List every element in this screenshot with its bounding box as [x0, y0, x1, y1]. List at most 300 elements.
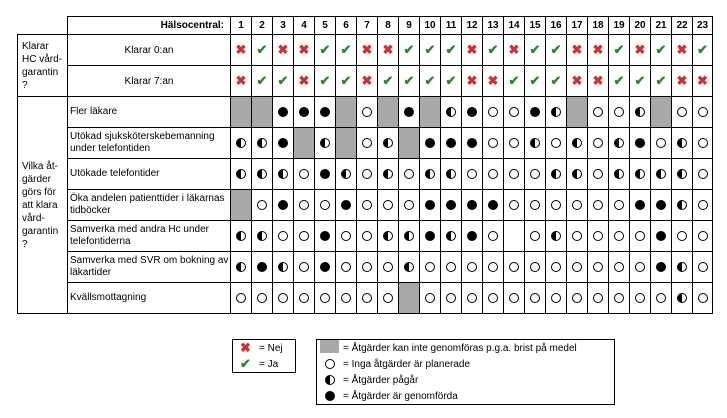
filled-circle-icon [320, 262, 330, 272]
status-cell [420, 252, 441, 283]
empty-circle-icon [467, 262, 477, 272]
status-cell [231, 159, 252, 190]
empty-circle-icon [299, 200, 309, 210]
status-cell [315, 190, 336, 221]
status-cell [672, 283, 693, 314]
half-circle-icon [404, 231, 414, 241]
status-cell [483, 283, 504, 314]
status-cell [693, 190, 713, 221]
status-cell [651, 190, 672, 221]
legend-item [317, 372, 614, 388]
status-cell [462, 190, 483, 221]
row-label: Öka andelen patienttider i läkarnas tidböcker [68, 190, 231, 221]
cross-icon: ✖ [571, 73, 583, 88]
status-cell [525, 159, 546, 190]
empty-circle-icon [362, 169, 372, 179]
hc-number: 20 [630, 17, 651, 35]
half-circle-icon [257, 169, 267, 179]
status-cell [336, 128, 357, 159]
empty-circle-icon [698, 262, 708, 272]
half-circle-icon [383, 169, 393, 179]
empty-circle-icon [299, 231, 309, 241]
half-circle-icon [236, 169, 246, 179]
half-circle-icon [404, 262, 414, 272]
status-cell [252, 283, 273, 314]
half-circle-icon [325, 375, 335, 385]
empty-circle-icon [362, 138, 372, 148]
status-cell [399, 190, 420, 221]
hc-number: 14 [504, 17, 525, 35]
empty-circle-icon [362, 200, 372, 210]
status-cell [672, 97, 693, 128]
status-cell [483, 66, 504, 97]
status-cell [378, 66, 399, 97]
hc-number: 3 [273, 17, 294, 35]
filled-circle-icon [325, 391, 335, 401]
status-cell [441, 283, 462, 314]
status-cell [252, 221, 273, 252]
check-icon: ✔ [655, 42, 667, 57]
status-cell [525, 252, 546, 283]
half-circle-icon [236, 138, 246, 148]
status-cell [357, 190, 378, 221]
status-cell [504, 128, 525, 159]
status-cell [588, 128, 609, 159]
filled-circle-icon [446, 200, 456, 210]
empty-circle-icon [614, 293, 624, 303]
half-circle-icon [446, 231, 456, 241]
table-row [18, 128, 713, 159]
hc-number: 5 [315, 17, 336, 35]
status-cell [630, 283, 651, 314]
status-cell [441, 252, 462, 283]
filled-circle-icon [404, 107, 414, 117]
status-cell [525, 66, 546, 97]
empty-circle-icon [341, 262, 351, 272]
status-cell [483, 221, 504, 252]
status-cell [252, 252, 273, 283]
status-cell [462, 159, 483, 190]
table-row [18, 159, 713, 190]
status-cell [672, 190, 693, 221]
empty-circle-icon [404, 169, 414, 179]
check-icon: ✔ [319, 42, 331, 57]
empty-circle-icon [593, 107, 603, 117]
cross-icon: ✖ [571, 42, 583, 57]
status-cell [483, 128, 504, 159]
table-row [18, 190, 713, 221]
status-cell [252, 97, 273, 128]
cross-icon: ✖ [298, 73, 310, 88]
row-label: Utökad sjuksköterskebemanning under telefontiden [68, 128, 231, 159]
half-circle-icon [383, 231, 393, 241]
status-cell [315, 221, 336, 252]
empty-circle-icon [698, 200, 708, 210]
filled-circle-icon [656, 200, 666, 210]
status-cell [420, 221, 441, 252]
filled-circle-icon [320, 107, 330, 117]
hc-number: 7 [357, 17, 378, 35]
status-cell [483, 97, 504, 128]
status-cell [546, 35, 567, 66]
status-cell [504, 283, 525, 314]
half-circle-icon [383, 138, 393, 148]
status-cell [294, 66, 315, 97]
half-circle-icon [635, 107, 645, 117]
empty-circle-icon [488, 169, 498, 179]
half-circle-icon [551, 169, 561, 179]
status-cell [378, 128, 399, 159]
row-label: Kvällsmottagning [68, 283, 231, 314]
status-cell [294, 159, 315, 190]
half-circle-icon [677, 262, 687, 272]
status-cell [609, 221, 630, 252]
status-cell [399, 159, 420, 190]
empty-circle-icon [362, 107, 372, 117]
status-cell [609, 35, 630, 66]
status-cell [378, 221, 399, 252]
hc-number: 16 [546, 17, 567, 35]
check-icon: ✔ [382, 73, 394, 88]
status-cell [567, 66, 588, 97]
empty-circle-icon [509, 169, 519, 179]
empty-circle-icon [635, 293, 645, 303]
empty-circle-icon [404, 200, 414, 210]
status-cell [315, 252, 336, 283]
empty-circle-icon [677, 231, 687, 241]
status-cell [315, 283, 336, 314]
filled-circle-icon [467, 200, 477, 210]
status-cell [231, 66, 252, 97]
question-label: Vilka åt-gärder görs för att klara vård-garantin ? [18, 97, 68, 314]
cross-icon: ✖ [676, 73, 688, 88]
status-cell [441, 190, 462, 221]
cross-icon: ✖ [697, 73, 708, 88]
empty-circle-icon [593, 293, 603, 303]
status-cell [609, 252, 630, 283]
hc-number: 2 [252, 17, 273, 35]
empty-circle-icon [698, 169, 708, 179]
row-label: Klarar 0:an [68, 35, 231, 66]
status-cell [693, 35, 713, 66]
status-cell [231, 128, 252, 159]
filled-circle-icon [425, 231, 435, 241]
hc-number: 21 [651, 17, 672, 35]
status-cell [273, 190, 294, 221]
header-row [18, 17, 713, 35]
cross-icon: ✖ [298, 42, 310, 57]
status-cell [420, 128, 441, 159]
cross-icon: ✖ [466, 42, 478, 57]
status-cell [462, 66, 483, 97]
empty-circle-icon [698, 293, 708, 303]
empty-circle-icon [614, 107, 624, 117]
status-cell [504, 221, 525, 252]
empty-circle-icon [257, 200, 267, 210]
status-cell [399, 66, 420, 97]
status-cell [231, 283, 252, 314]
status-cell [273, 159, 294, 190]
check-icon: ✔ [529, 73, 541, 88]
status-cell [504, 190, 525, 221]
status-cell [567, 97, 588, 128]
status-cell [504, 35, 525, 66]
corner-cell [18, 17, 68, 35]
legend-swatch [320, 340, 339, 356]
row-label: Klarar 7:an [68, 66, 231, 97]
status-cell [630, 128, 651, 159]
status-cell [630, 190, 651, 221]
status-cell [252, 190, 273, 221]
check-icon: ✔ [424, 42, 436, 57]
status-cell [693, 221, 713, 252]
empty-circle-icon [656, 293, 666, 303]
empty-circle-icon [467, 293, 477, 303]
row-label: Fler läkare [68, 97, 231, 128]
empty-circle-icon [383, 200, 393, 210]
empty-circle-icon [509, 107, 519, 117]
half-circle-icon [572, 138, 582, 148]
status-cell [378, 35, 399, 66]
cross-icon: ✖ [487, 73, 499, 88]
empty-circle-icon [236, 293, 246, 303]
status-cell [315, 97, 336, 128]
status-cell [546, 221, 567, 252]
empty-circle-icon [551, 262, 561, 272]
status-cell [504, 159, 525, 190]
status-cell [462, 35, 483, 66]
check-icon: ✔ [340, 73, 352, 88]
legend-marks [232, 339, 296, 373]
status-cell [357, 283, 378, 314]
table-row [18, 97, 713, 128]
check-icon: ✔ [697, 42, 708, 57]
status-cell [399, 128, 420, 159]
check-icon: ✔ [319, 73, 331, 88]
row-label: Samverka med andra Hc under telefontiderna [68, 221, 231, 252]
check-icon: ✔ [403, 73, 415, 88]
status-cell [693, 66, 713, 97]
filled-circle-icon [278, 200, 288, 210]
half-circle-icon [236, 262, 246, 272]
status-cell [546, 159, 567, 190]
table-row [18, 35, 713, 66]
status-cell [672, 128, 693, 159]
status-cell [357, 66, 378, 97]
status-cell [378, 252, 399, 283]
filled-circle-icon [278, 138, 288, 148]
legend-swatch [320, 359, 339, 370]
hc-number: 22 [672, 17, 693, 35]
status-cell [294, 221, 315, 252]
empty-circle-icon [488, 293, 498, 303]
filled-circle-icon [320, 169, 330, 179]
legend-swatch [236, 341, 255, 355]
hc-number: 23 [693, 17, 713, 35]
status-cell [357, 159, 378, 190]
check-icon: ✔ [529, 42, 541, 57]
legend-text: = Inga åtgärder är planerade [343, 358, 471, 370]
status-cell [294, 97, 315, 128]
cross-icon: ✖ [634, 42, 646, 57]
empty-circle-icon [488, 107, 498, 117]
status-cell [567, 252, 588, 283]
status-cell [378, 190, 399, 221]
half-circle-icon [677, 200, 687, 210]
status-cell [651, 283, 672, 314]
status-cell [588, 190, 609, 221]
hc-number: 10 [420, 17, 441, 35]
empty-circle-icon [593, 169, 603, 179]
status-cell [525, 97, 546, 128]
cross-icon: ✖ [676, 42, 688, 57]
empty-circle-icon [635, 262, 645, 272]
legend-text: = Nej [259, 342, 283, 354]
filled-circle-icon [656, 262, 666, 272]
half-circle-icon [530, 138, 540, 148]
status-cell [441, 66, 462, 97]
status-cell [399, 252, 420, 283]
empty-circle-icon [656, 138, 666, 148]
status-cell [315, 35, 336, 66]
status-cell [441, 97, 462, 128]
status-cell [315, 128, 336, 159]
status-cell [273, 66, 294, 97]
half-circle-icon [677, 169, 687, 179]
half-circle-icon [551, 107, 561, 117]
half-circle-icon [446, 169, 456, 179]
status-cell [588, 252, 609, 283]
status-cell [651, 35, 672, 66]
empty-circle-icon [530, 200, 540, 210]
filled-circle-icon [467, 138, 477, 148]
status-cell [567, 283, 588, 314]
check-icon: ✔ [634, 73, 646, 88]
status-cell [252, 128, 273, 159]
hc-number: 8 [378, 17, 399, 35]
status-cell [336, 97, 357, 128]
status-cell [420, 283, 441, 314]
check-icon: ✔ [487, 42, 499, 57]
empty-circle-icon [488, 231, 498, 241]
empty-circle-icon [551, 293, 561, 303]
status-cell [336, 190, 357, 221]
status-cell [462, 128, 483, 159]
status-cell [588, 221, 609, 252]
status-cell [420, 159, 441, 190]
filled-circle-icon [257, 262, 267, 272]
empty-circle-icon [572, 231, 582, 241]
empty-circle-icon [325, 359, 335, 369]
empty-circle-icon [593, 262, 603, 272]
status-cell [336, 35, 357, 66]
status-cell [273, 97, 294, 128]
filled-circle-icon [299, 107, 309, 117]
status-cell [357, 221, 378, 252]
filled-circle-icon [446, 138, 456, 148]
status-cell [378, 283, 399, 314]
status-cell [588, 159, 609, 190]
status-cell [546, 66, 567, 97]
empty-circle-icon [320, 293, 330, 303]
status-cell [378, 97, 399, 128]
filled-circle-icon [635, 138, 645, 148]
status-cell [693, 252, 713, 283]
table-row [18, 66, 713, 97]
status-cell [630, 252, 651, 283]
status-cell [588, 35, 609, 66]
check-icon: ✔ [445, 42, 457, 57]
status-cell [231, 252, 252, 283]
cross-icon: ✖ [240, 340, 251, 355]
empty-circle-icon [320, 200, 330, 210]
filled-circle-icon [467, 107, 477, 117]
status-cell [672, 159, 693, 190]
status-cell [567, 190, 588, 221]
status-cell [399, 35, 420, 66]
empty-circle-icon [530, 262, 540, 272]
filled-circle-icon [341, 200, 351, 210]
grey-swatch-icon [320, 340, 339, 353]
empty-circle-icon [446, 293, 456, 303]
status-cell [294, 128, 315, 159]
status-cell [231, 221, 252, 252]
empty-circle-icon [488, 262, 498, 272]
check-icon: ✔ [613, 73, 625, 88]
status-cell [273, 252, 294, 283]
hc-number: 4 [294, 17, 315, 35]
legend-item [317, 356, 614, 372]
check-icon: ✔ [655, 73, 667, 88]
status-cell [483, 190, 504, 221]
empty-circle-icon [530, 169, 540, 179]
empty-circle-icon [278, 231, 288, 241]
half-circle-icon [278, 262, 288, 272]
status-cell [357, 35, 378, 66]
status-cell [462, 252, 483, 283]
half-circle-icon [257, 231, 267, 241]
status-cell [294, 190, 315, 221]
status-cell [420, 35, 441, 66]
status-cell [399, 221, 420, 252]
status-cell [525, 283, 546, 314]
empty-circle-icon [299, 169, 309, 179]
empty-circle-icon [509, 262, 519, 272]
status-cell [483, 159, 504, 190]
status-table [17, 16, 713, 314]
legend-item [233, 340, 295, 356]
half-circle-icon [614, 138, 624, 148]
status-cell [525, 128, 546, 159]
empty-circle-icon [299, 293, 309, 303]
status-cell [357, 252, 378, 283]
check-icon: ✔ [424, 73, 436, 88]
filled-circle-icon [467, 231, 477, 241]
check-icon: ✔ [277, 73, 289, 88]
status-cell [651, 221, 672, 252]
status-cell [294, 35, 315, 66]
status-cell [252, 159, 273, 190]
status-cell [546, 190, 567, 221]
cross-icon: ✖ [361, 42, 373, 57]
status-cell [231, 190, 252, 221]
status-cell [441, 221, 462, 252]
status-cell [420, 97, 441, 128]
cross-icon: ✖ [466, 73, 478, 88]
legend-text: = Åtgärder kan inte genomföras p.g.a. brist på medel [343, 342, 577, 354]
empty-circle-icon [593, 200, 603, 210]
empty-circle-icon [383, 262, 393, 272]
